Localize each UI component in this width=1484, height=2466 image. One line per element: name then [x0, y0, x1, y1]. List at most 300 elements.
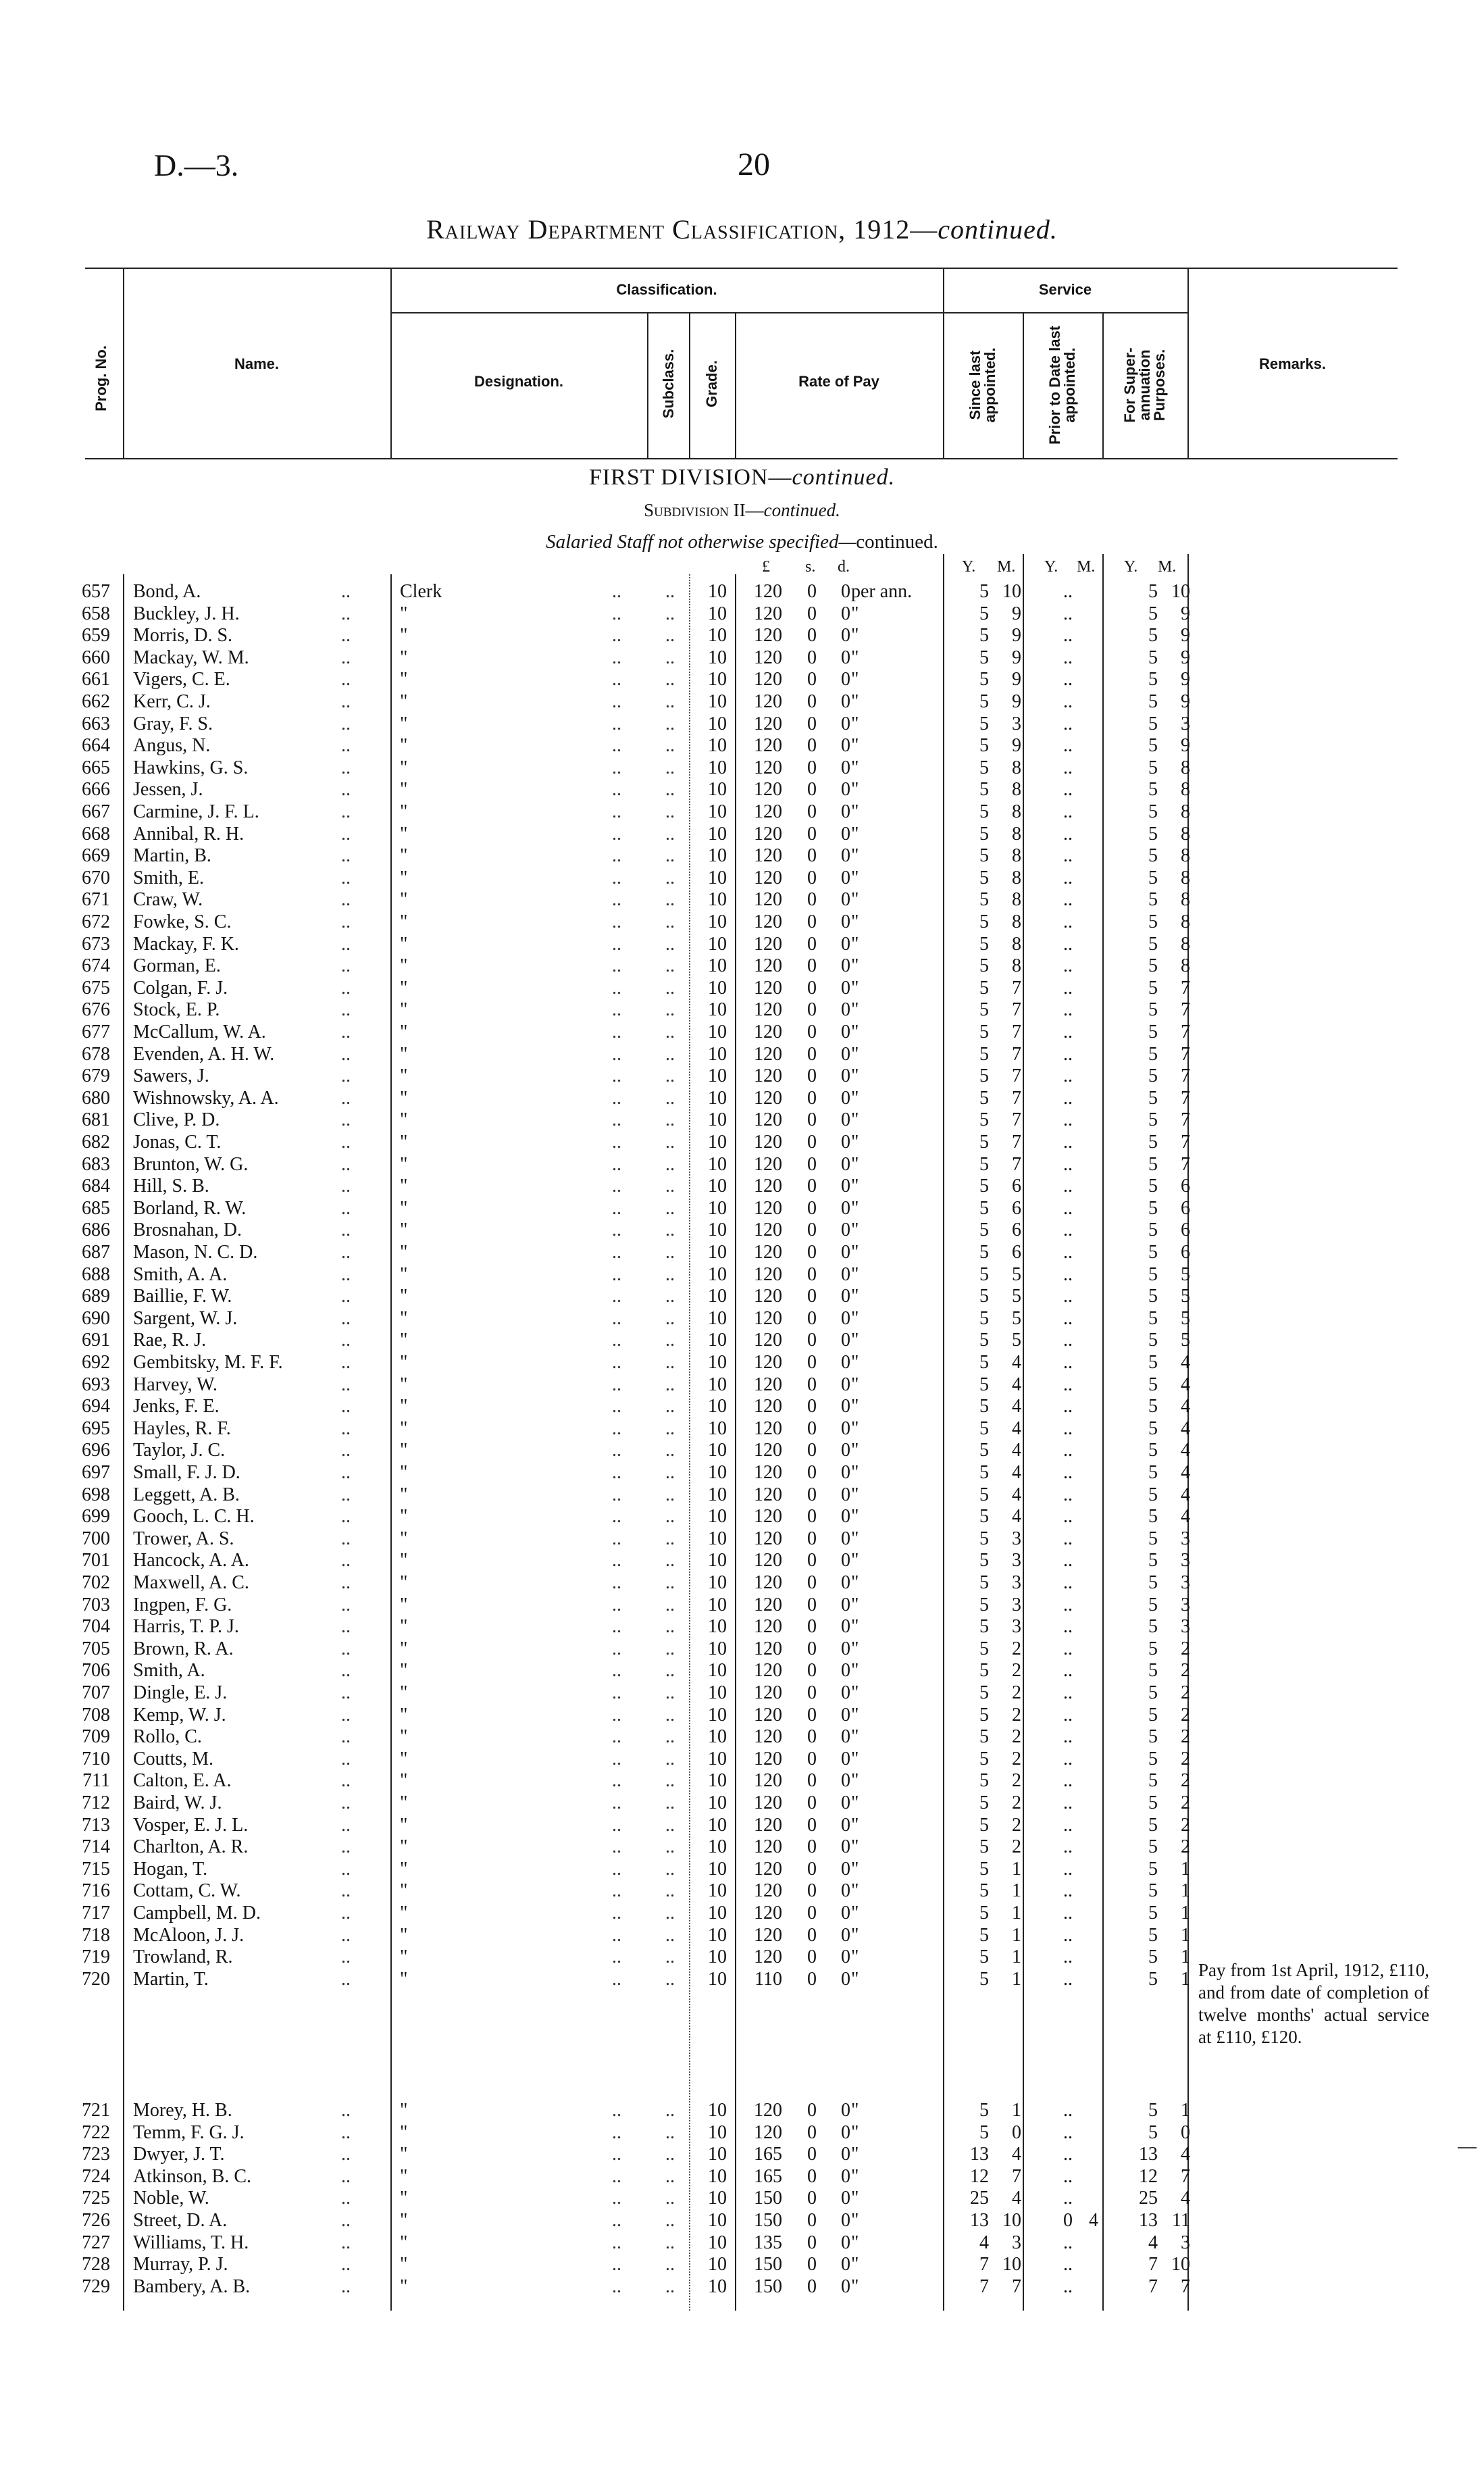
rate-period: ": [851, 889, 859, 911]
since-months: 1: [1012, 1880, 1021, 1902]
prog-no: 709: [82, 1726, 110, 1748]
super-years: 13: [1139, 2144, 1158, 2165]
prior-years: ..: [1063, 845, 1073, 867]
grade: 10: [708, 867, 727, 888]
since-years: 5: [979, 1594, 989, 1615]
rate-shillings: 0: [807, 845, 817, 867]
prog-no: 687: [82, 1242, 110, 1263]
staff-name: Baillie, F. W.: [133, 1286, 232, 1307]
since-months: 7: [1012, 1022, 1021, 1042]
rate-shillings: 0: [807, 1242, 817, 1263]
super-years: 5: [1148, 955, 1158, 977]
prior-years: ..: [1063, 735, 1073, 757]
grade: 10: [708, 1506, 727, 1528]
rate-pounds: 120: [754, 735, 782, 757]
super-years: 5: [1148, 757, 1158, 778]
super-months: 8: [1181, 955, 1190, 977]
super-months: 1: [1181, 1858, 1190, 1880]
grade: 10: [708, 999, 727, 1021]
grade: 10: [708, 1043, 727, 1065]
rate-period: ": [851, 1109, 859, 1131]
rate-shillings: 0: [807, 647, 817, 668]
subclass-leader: ..: [665, 1704, 675, 1726]
table-row: [0, 581, 1484, 603]
subclass-leader: ..: [665, 2121, 675, 2143]
rate-period: ": [851, 1616, 859, 1638]
since-years: 5: [979, 1946, 989, 1968]
rate-pence: 0: [841, 625, 850, 647]
super-years: 5: [1148, 823, 1158, 845]
rate-period: ": [851, 1572, 859, 1593]
subclass-leader: ..: [665, 1572, 675, 1593]
designation: ": [400, 1065, 408, 1087]
designation: ": [400, 1506, 408, 1528]
rate-period: ": [851, 1087, 859, 1109]
prog-no: 682: [82, 1132, 110, 1153]
designation-leader: ..: [612, 933, 621, 955]
super-years: 5: [1148, 647, 1158, 668]
subclass-leader: ..: [665, 1484, 675, 1505]
prior-years: ..: [1063, 1726, 1073, 1748]
designation-leader: ..: [612, 1484, 621, 1505]
since-months: 9: [1012, 735, 1021, 757]
designation-leader: ..: [612, 779, 621, 801]
grade: 10: [708, 735, 727, 757]
designation-leader: ..: [612, 911, 621, 932]
name-leader: ..: [341, 1197, 351, 1219]
super-years: 5: [1148, 1682, 1158, 1703]
prog-no: 663: [82, 713, 110, 734]
super-months: 7: [1181, 1087, 1190, 1109]
staff-name: Street, D. A.: [133, 2210, 228, 2231]
rate-pounds: 120: [754, 1197, 782, 1219]
subclass-leader: ..: [665, 1638, 675, 1659]
rate-pence: 0: [841, 1726, 850, 1748]
rate-pounds: 120: [754, 1704, 782, 1726]
grade: 10: [708, 1792, 727, 1813]
since-months: 10: [1002, 2210, 1021, 2231]
name-leader: ..: [341, 1242, 351, 1263]
page-title: [0, 213, 1484, 245]
rate-shillings: 0: [807, 1594, 817, 1615]
super-years: 5: [1148, 1417, 1158, 1439]
prior-years: ..: [1063, 1550, 1073, 1571]
since-years: 5: [979, 713, 989, 734]
super-months: 7: [1181, 1109, 1190, 1131]
name-leader: ..: [341, 1748, 351, 1769]
prior-years: ..: [1063, 1748, 1073, 1769]
rate-period: ": [851, 999, 859, 1021]
designation-leader: ..: [612, 1417, 621, 1439]
rate-pounds: 120: [754, 669, 782, 690]
rate-pence: 0: [841, 1043, 850, 1065]
prog-no: 724: [82, 2165, 110, 2187]
super-months: 4: [1181, 1374, 1190, 1395]
prog-no: 657: [82, 581, 110, 602]
grade: 10: [708, 1484, 727, 1505]
table-row: [0, 1594, 1484, 1616]
rate-period: ": [851, 647, 859, 668]
since-years: 13: [970, 2144, 989, 2165]
since-months: 8: [1012, 845, 1021, 867]
rate-shillings: 0: [807, 1440, 817, 1461]
table-row: [0, 2100, 1484, 2121]
rate-shillings: 0: [807, 1132, 817, 1153]
designation: ": [400, 1153, 408, 1175]
rate-pounds: 120: [754, 1242, 782, 1263]
name-leader: ..: [341, 2165, 351, 2187]
since-years: 5: [979, 1286, 989, 1307]
designation: ": [400, 2165, 408, 2187]
rate-shillings: 0: [807, 1946, 817, 1968]
since-years: 5: [979, 845, 989, 867]
staff-name: Brown, R. A.: [133, 1638, 234, 1659]
rate-period: ": [851, 1968, 859, 1990]
designation: ": [400, 1484, 408, 1505]
since-months: 7: [1012, 1109, 1021, 1131]
since-months: 2: [1012, 1682, 1021, 1703]
designation-leader: ..: [612, 757, 621, 778]
prior-years: ..: [1063, 1814, 1073, 1836]
since-years: 5: [979, 1748, 989, 1769]
since-years: 5: [979, 1109, 989, 1131]
table-row: [0, 1462, 1484, 1484]
prior-years: ..: [1063, 1132, 1073, 1153]
super-years: 5: [1148, 1814, 1158, 1836]
remark-row-720: [1198, 1959, 1429, 2048]
rate-shillings: 0: [807, 2210, 817, 2231]
grade: 10: [708, 1087, 727, 1109]
subclass-leader: ..: [665, 1132, 675, 1153]
since-months: 7: [1012, 1043, 1021, 1065]
staff-name: Martin, T.: [133, 1968, 209, 1990]
rate-pence: 0: [841, 1550, 850, 1571]
prior-years: ..: [1063, 955, 1073, 977]
prior-years: ..: [1063, 757, 1073, 778]
table-row: [0, 1748, 1484, 1770]
super-months: 1: [1181, 2100, 1190, 2121]
grade: 10: [708, 1726, 727, 1748]
staff-name: Williams, T. H.: [133, 2232, 249, 2253]
prog-no: 706: [82, 1660, 110, 1682]
name-leader: ..: [341, 1484, 351, 1505]
table-row: [0, 1044, 1484, 1065]
table-row: [0, 713, 1484, 735]
since-years: 5: [979, 1792, 989, 1813]
grade: 10: [708, 1109, 727, 1131]
super-years: 5: [1148, 735, 1158, 757]
super-months: 2: [1181, 1748, 1190, 1769]
prior-years: ..: [1063, 2144, 1073, 2165]
designation-leader: ..: [612, 1704, 621, 1726]
designation-leader: ..: [612, 1572, 621, 1593]
rate-pence: 0: [841, 1286, 850, 1307]
name-leader: ..: [341, 1176, 351, 1197]
grade: 10: [708, 823, 727, 845]
rate-pounds: 120: [754, 1726, 782, 1748]
since-months: 6: [1012, 1176, 1021, 1197]
rate-pence: 0: [841, 1616, 850, 1638]
super-years: 5: [1148, 1616, 1158, 1638]
name-leader: ..: [341, 867, 351, 888]
since-months: 4: [1012, 1484, 1021, 1505]
since-years: 5: [979, 1858, 989, 1880]
grade: 10: [708, 1065, 727, 1087]
table-row: [0, 1198, 1484, 1219]
rate-pence: 0: [841, 2144, 850, 2165]
subclass-leader: ..: [665, 1307, 675, 1329]
designation: ": [400, 1307, 408, 1329]
rate-shillings: 0: [807, 581, 817, 602]
prog-no: 728: [82, 2254, 110, 2275]
name-leader: ..: [341, 1087, 351, 1109]
super-years: 5: [1148, 1242, 1158, 1263]
prior-years: ..: [1063, 1330, 1073, 1351]
rate-pence: 0: [841, 801, 850, 822]
subclass-leader: ..: [665, 1660, 675, 1682]
super-years: 5: [1148, 603, 1158, 624]
since-months: 8: [1012, 889, 1021, 911]
prog-no: 722: [82, 2121, 110, 2143]
designation: ": [400, 1770, 408, 1792]
rate-pence: 0: [841, 2121, 850, 2143]
grade: 10: [708, 801, 727, 822]
super-months: 3: [1181, 1550, 1190, 1571]
name-header: Name.: [234, 355, 280, 372]
rate-pounds: 120: [754, 2100, 782, 2121]
since-years: 5: [979, 1087, 989, 1109]
super-years: 5: [1148, 1968, 1158, 1990]
name-leader: ..: [341, 1726, 351, 1748]
rate-period: ": [851, 1484, 859, 1505]
designation: ": [400, 2210, 408, 2231]
since-months: 2: [1012, 1748, 1021, 1769]
since-months: 3: [1012, 1572, 1021, 1593]
rate-pounds: 120: [754, 1858, 782, 1880]
rate-shillings: 0: [807, 2144, 817, 2165]
rate-period: ": [851, 1286, 859, 1307]
staff-name: Buckley, J. H.: [133, 603, 240, 624]
rate-pence: 0: [841, 1836, 850, 1858]
rate-shillings: 0: [807, 1109, 817, 1131]
name-leader: ..: [341, 2100, 351, 2121]
subclass-leader: ..: [665, 1880, 675, 1902]
rate-period: ": [851, 955, 859, 977]
since-months: 2: [1012, 1836, 1021, 1858]
designation-leader: ..: [612, 1263, 621, 1285]
since-months: 5: [1012, 1330, 1021, 1351]
since-months: 1: [1012, 1946, 1021, 1968]
name-leader: ..: [341, 1550, 351, 1571]
prior-years: ..: [1063, 1572, 1073, 1593]
prior-years: ..: [1063, 1594, 1073, 1615]
subclass-leader: ..: [665, 1263, 675, 1285]
super-months: 0: [1181, 2121, 1190, 2143]
grade: 10: [708, 2165, 727, 2187]
rate-pounds: 120: [754, 801, 782, 822]
super-months: 8: [1181, 867, 1190, 888]
designation: ": [400, 867, 408, 888]
designation-leader: ..: [612, 1660, 621, 1682]
since-years: 5: [979, 911, 989, 932]
super-years: 5: [1148, 933, 1158, 955]
prior-years: ..: [1063, 2254, 1073, 2275]
subclass-leader: ..: [665, 1043, 675, 1065]
super-months: 6: [1181, 1176, 1190, 1197]
rate-period: ": [851, 845, 859, 867]
rate-pence: 0: [841, 933, 850, 955]
staff-name: Gembitsky, M. F. F.: [133, 1352, 283, 1373]
prior-years: ..: [1063, 779, 1073, 801]
rate-shillings: 0: [807, 1660, 817, 1682]
rate-pence: 0: [841, 691, 850, 712]
rate-pence: 0: [841, 669, 850, 690]
prog-no: 719: [82, 1946, 110, 1968]
name-leader: ..: [341, 2232, 351, 2253]
staff-name: Stock, E. P.: [133, 999, 220, 1021]
staff-name: Hawkins, G. S.: [133, 757, 249, 778]
rate-period: ": [851, 1594, 859, 1615]
rate-shillings: 0: [807, 1903, 817, 1923]
table-row: [0, 1616, 1484, 1638]
table-row: [0, 867, 1484, 889]
rate-pence: 0: [841, 977, 850, 999]
designation: ": [400, 1924, 408, 1946]
staff-name: McCallum, W. A.: [133, 1022, 266, 1042]
prog-no: 697: [82, 1462, 110, 1483]
rate-period: ": [851, 1924, 859, 1946]
rate-pounds: 120: [754, 625, 782, 647]
prior-months-unit: M.: [1077, 558, 1096, 576]
staff-name: Bambery, A. B.: [133, 2275, 251, 2297]
prog-no: 667: [82, 801, 110, 822]
designation-leader: ..: [612, 999, 621, 1021]
remarks-header: Remarks.: [1258, 355, 1327, 372]
super-years: 7: [1148, 2275, 1158, 2297]
since-years: 5: [979, 1352, 989, 1373]
super-years: 5: [1148, 2121, 1158, 2143]
rate-pounds: 120: [754, 779, 782, 801]
super-months: 9: [1181, 603, 1190, 624]
designation: ": [400, 1726, 408, 1748]
rate-pence: 0: [841, 1132, 850, 1153]
super-years: 12: [1139, 2165, 1158, 2187]
since-years: 5: [979, 1396, 989, 1417]
super-months: 8: [1181, 933, 1190, 955]
rate-period: ": [851, 867, 859, 888]
prog-no: 705: [82, 1638, 110, 1659]
subclass-leader: ..: [665, 669, 675, 690]
super-years: 5: [1148, 1903, 1158, 1923]
super-months: 8: [1181, 845, 1190, 867]
rate-pence: 0: [841, 1417, 850, 1439]
super-years: 5: [1148, 1396, 1158, 1417]
table-row: [0, 1374, 1484, 1396]
since-years: 7: [979, 2254, 989, 2275]
designation: ": [400, 713, 408, 734]
rate-pence: 0: [841, 1197, 850, 1219]
grade: 10: [708, 1153, 727, 1175]
prog-no: 685: [82, 1197, 110, 1219]
table-row: [0, 2210, 1484, 2232]
rate-shillings: 0: [807, 823, 817, 845]
super-years: 5: [1148, 691, 1158, 712]
grade: 10: [708, 1770, 727, 1792]
grade: 10: [708, 1858, 727, 1880]
super-months: 2: [1181, 1726, 1190, 1748]
super-years: 5: [1148, 889, 1158, 911]
grade: 10: [708, 1263, 727, 1285]
super-months: 7: [1181, 1043, 1190, 1065]
rate-pounds: 120: [754, 691, 782, 712]
designation: ": [400, 2100, 408, 2121]
rate-pence: 0: [841, 779, 850, 801]
super-years: 5: [1148, 867, 1158, 888]
subclass-leader: ..: [665, 2188, 675, 2209]
staff-title: Salaried Staff not otherwise specified—: [546, 531, 856, 553]
rate-period: ": [851, 1219, 859, 1241]
rate-pence: 0: [841, 1682, 850, 1703]
super-months: 4: [1181, 1417, 1190, 1439]
rate-shillings: 0: [807, 1836, 817, 1858]
super-months: 2: [1181, 1792, 1190, 1813]
since-years: 5: [979, 867, 989, 888]
prior-years: ..: [1063, 1792, 1073, 1813]
name-leader: ..: [341, 1704, 351, 1726]
prog-no: 674: [82, 955, 110, 977]
rate-shillings: 0: [807, 2254, 817, 2275]
subclass-leader: ..: [665, 889, 675, 911]
since-months: 0: [1012, 2121, 1021, 2143]
since-years: 5: [979, 1682, 989, 1703]
subclass-leader: ..: [665, 1792, 675, 1813]
staff-name: Brosnahan, D.: [133, 1219, 242, 1241]
designation: ": [400, 1858, 408, 1880]
table-row: [0, 1242, 1484, 1263]
prior-years: ..: [1063, 2232, 1073, 2253]
super-months: 9: [1181, 691, 1190, 712]
since-months: 8: [1012, 933, 1021, 955]
designation-leader: ..: [612, 977, 621, 999]
subclass-leader: ..: [665, 2144, 675, 2165]
staff-name: Hogan, T.: [133, 1858, 208, 1880]
designation: ": [400, 1022, 408, 1042]
name-leader: ..: [341, 1263, 351, 1285]
name-leader: ..: [341, 1286, 351, 1307]
prior-years: ..: [1063, 933, 1073, 955]
subclass-leader: ..: [665, 1903, 675, 1923]
table-row: [0, 1682, 1484, 1704]
subclass-leader: ..: [665, 1197, 675, 1219]
prog-no: 718: [82, 1924, 110, 1946]
prog-no: 662: [82, 691, 110, 712]
prior-years: ..: [1063, 823, 1073, 845]
prog-no: 692: [82, 1352, 110, 1373]
subclass-leader: ..: [665, 1682, 675, 1703]
designation: ": [400, 977, 408, 999]
rate-pence: 0: [841, 647, 850, 668]
rate-period: ": [851, 911, 859, 932]
prior-years: ..: [1063, 1506, 1073, 1528]
staff-name: Hayles, R. F.: [133, 1417, 231, 1439]
since-years: 5: [979, 1903, 989, 1923]
since-months: 5: [1012, 1286, 1021, 1307]
prior-years: ..: [1063, 1065, 1073, 1087]
prog-no: 729: [82, 2275, 110, 2297]
staff-name: Small, F. J. D.: [133, 1462, 240, 1483]
prior-years: ..: [1063, 1682, 1073, 1703]
prog-no: 686: [82, 1219, 110, 1241]
